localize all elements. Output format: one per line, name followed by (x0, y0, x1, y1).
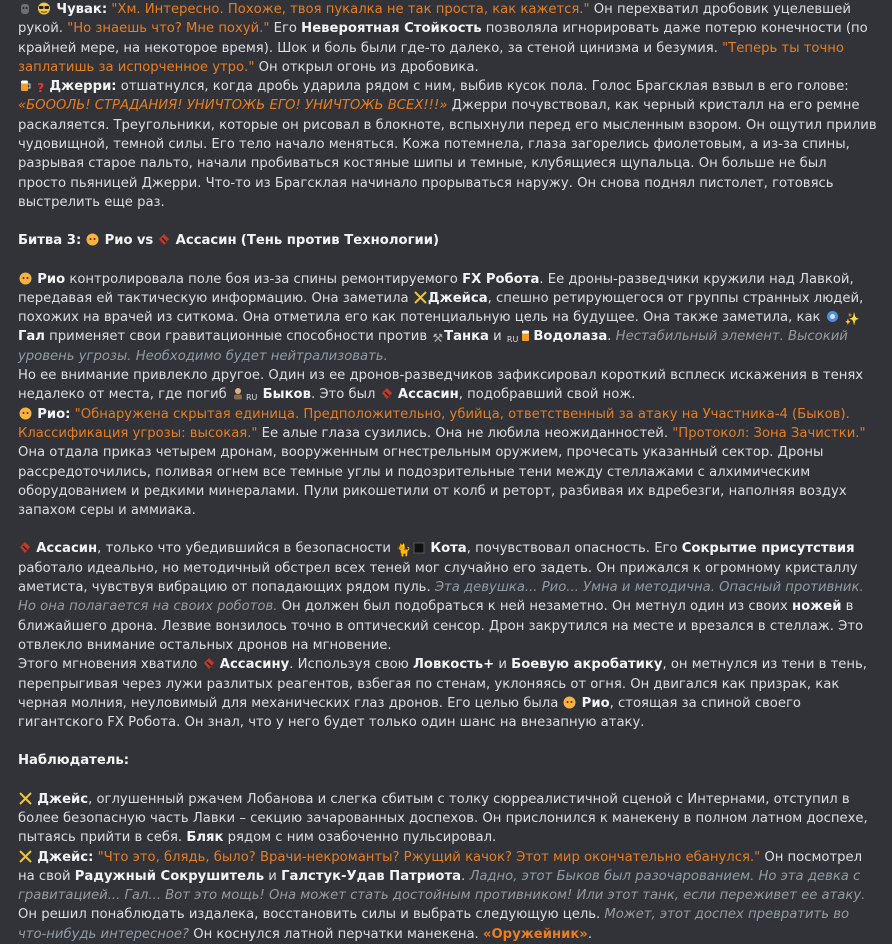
paragraph-assassin-2 (18, 655, 878, 732)
ghost-icon (826, 310, 839, 325)
paragraph-rio-3 (18, 405, 878, 444)
narration: Этого мгновения хватило (18, 657, 202, 673)
diver-icon (520, 329, 532, 344)
quote: "Протокол: Зона Зачистки." (672, 425, 866, 441)
quote: "Что это, блядь, было? Врачи-некроманты? Ржущий качок? Этот мир окончательно ебанулся." (97, 849, 761, 865)
item-tie: Галстук-Удав Патриота (281, 868, 462, 884)
narration: и (488, 329, 506, 345)
assassin-icon (203, 657, 215, 672)
narration: Он решил понаблюдать издалека, восстановить силы и выбрать следующую цель. (18, 907, 605, 923)
assassin-name: Ассасину (219, 657, 290, 673)
blyak-name: Бляк (186, 830, 224, 846)
narration: Он коснулся латной перчатки манекена. (189, 926, 483, 942)
jayce-name: Джейс (37, 791, 89, 807)
jayce-name: Джейса (427, 290, 488, 306)
item-crusher: Радужный Сокрушитель (74, 868, 265, 884)
narration: , он метнулся из тени в тень, перепрыгивая через лужи разлитых реагентов, взбегая по стенам, уклоняясь от огня. Он двигался как призрак, как черная молния, неуловимый для механических глаз дронов. Его целью была (18, 657, 867, 711)
fx-robot: FX Робота (462, 271, 540, 287)
narration: Джерри почувствовал, как черный кристалл на его ремне раскаляется. Треугольники, которые он рисовал в блокноте, вспыхнули перед его мысленным взором. Он ощутил прилив чудовищной, темной силы. Его тело начало меняться. Кожа потемнела, глаза загорелись фиолетовым, а из-за спины, разрывая старое пальто, начали пробиваться костяные шипы и темные, клубящиеся щупальца. Он больше не был просто пьяницей Джерри. Что-то из Брагсклая начинало прорываться наружу. Он снова поднял пистолет, готовясь выстрелить еще раз. (18, 98, 877, 210)
jayce-swords-icon (414, 291, 427, 306)
cat-name: Кота (430, 541, 467, 557)
assassin-name: Ассасин (36, 541, 98, 557)
quote: "Хм. Интересно. Похоже, твоя пукалка не так проста, как кажется." (111, 2, 590, 17)
paragraph-jayce-2 (18, 848, 878, 944)
narration: Он должен был подобраться к ней незаметно. Он метнул один из своих (277, 599, 792, 615)
narration: . Это был (310, 387, 380, 403)
narration: применяет свои гравитационные способности против (44, 329, 432, 345)
knives: ножей (792, 599, 842, 615)
paragraph-rio-4 (18, 443, 878, 520)
ru-flag: RU (245, 393, 258, 403)
vs: vs (136, 233, 154, 249)
quote: «БОООЛЬ! СТРАДАНИЯ! УНИЧТОЖЬ ЕГО! УНИЧТОЖЬ ВСЕХ!!!» (18, 98, 448, 114)
ru-person-icon (232, 387, 244, 402)
narration: и (264, 868, 282, 884)
ability-acrobatics: Боевую акробатику (511, 657, 663, 673)
thought: Эта девушка... Рио... Умна и методична. Опасный противник. Но она полагается на своих роботов. (18, 580, 864, 615)
paragraph-rio-2 (18, 366, 878, 405)
gal-name: Гал (18, 329, 45, 345)
paragraph-jayce-1 (18, 790, 878, 848)
quote: "Обнаружена скрытая единица. Предположительно, убийца, ответственный за атаку на Участника-4 (Быков). Классификация угрозы: высокая." (18, 406, 850, 441)
narration: Она отдала приказ четырем дронам, вооруженным огнестрельным оружием, прочесать указанный сектор. Дроны рассредоточились, поливая огнем все темные углы и подозрительные тени между стеллажами с алхимическим оборудованием и редкими минералами. Пули рикошетили от колб и реторт, разбивая их вдребезги, наполняя воздух запахом серы и аммиака. (18, 445, 847, 519)
quote: "Теперь ты точно заплатишь за испорченное утро." (18, 40, 844, 75)
thought: Может, этот доспех превратить во что-нибудь интересное? (18, 907, 850, 942)
paragraph-rio-1 (18, 270, 878, 366)
assassin-name: Ассасин (397, 387, 459, 403)
narration: . (587, 926, 593, 942)
tank-name: Танка (444, 329, 489, 345)
rio-face-icon (19, 272, 32, 287)
ru-flag: RU (506, 335, 519, 345)
quote: "Но знаешь что? Мне похуй." (67, 21, 270, 37)
narration: Ее алые глаза сузились. Она не любила неожиданностей. (257, 425, 673, 441)
assassin-icon (381, 387, 393, 402)
battle-suffix: (Тень против Технологии) (240, 233, 439, 249)
speaker-jerry: Джерри: (49, 79, 117, 95)
battle-heading (18, 231, 878, 250)
ability-agility: Ловкость+ (412, 657, 495, 673)
narration: в ближайшего дрона. Лезвие вонзилось точно в оптический сенсор. Дрон закрутился на месте и врезался в стеллаж. Это отвлекло внимание остальных дронов на мгновение. (18, 599, 864, 653)
assassin-icon (19, 541, 31, 556)
narration: отшатнулся, когда дробь ударила рядом с ним, выбив кусок пола. Голос Брагсклая взвыл в его голове: (116, 79, 849, 95)
diver-name: Водолаза (533, 329, 608, 345)
rio-name: Рио (581, 695, 610, 711)
paragraph-assassin-1 (18, 539, 878, 655)
question-icon: ? (37, 81, 45, 96)
rio-name: Рио (37, 271, 66, 287)
paragraph-chuvak (18, 0, 878, 77)
narration: . Используя свою (289, 657, 413, 673)
thought: Нестабильный элемент. Высокий уровень угрозы. Необходимо будет нейтрализовать. (18, 329, 848, 364)
rio-face-icon (563, 696, 576, 711)
jayce-swords-icon (19, 792, 32, 807)
narration: работало идеально, но методичный обстрел всех теней мог случайно его задеть. Он прижался к огромному кристаллу аметиста, чувствуя вибрацию от попадающих рядом пуль. (18, 560, 858, 596)
ability-stealth: Сокрытие присутствия (681, 541, 855, 557)
narration: , оглушенный ржачем Лобанова и слегка сбитым с толку сюрреалистичной сценой с Интернами, отступил в более безопасную часть Лавки – секцию зачарованных доспехов. Он прислонился к манекену в полном латном доспехе, пытаясь прийти в себя. (18, 791, 868, 846)
narration: , подобравший свой нож. (458, 387, 636, 403)
narration: контролировала поле боя из-за спины ремонтируемого (65, 271, 463, 287)
narration: Он открыл огонь из дробовика. (254, 59, 479, 75)
beer-icon (19, 79, 31, 94)
speaker-chuvak: Чувак: (56, 2, 108, 17)
narration: Он перехватил дробовик уцелевшей рукой. (18, 2, 851, 37)
cat-icon: 🐈 (396, 543, 412, 558)
ability-gunsmith: «Оружейник» (482, 926, 588, 942)
jayce-swords-icon (19, 850, 32, 865)
narration: рядом с ним озабоченно пульсировал. (223, 830, 497, 846)
thought: Ладно, этот Быков был разочарованием. Но эта девка с гравитацией... Гал... Вот это мощь! Она может стать достойным противником! Или этот танк, если переживет ее атаку. (18, 868, 866, 904)
black-square-icon (413, 542, 425, 556)
narration: , спешно ретирующегося от группы странных людей, похожих на врачей из ситкома. Она отметила его как потенциальную цель на будущее. Она также заметила, как (18, 290, 864, 326)
narration: , стоящая за спиной своего гигантского FX Робота. Он знал, что у него будет только один шанс на внезапную атаку. (18, 695, 801, 731)
narration: Его (269, 21, 302, 37)
narration: . Ее дроны-разведчики кружили над Лавкой, передавая ей тактическую информацию. Она заметила (18, 271, 854, 306)
rio-name: Рио (104, 233, 133, 249)
observer-label: Наблюдатель: (18, 753, 130, 769)
ability-stoikost: Невероятная Стойкость (301, 21, 482, 37)
narration: . (607, 329, 616, 345)
battle-prefix: Битва 3: (18, 233, 82, 249)
speaker-jayce: Джейс: (37, 849, 94, 865)
sunglasses-icon (37, 2, 51, 17)
narration: Он посмотрел на свой (18, 849, 863, 884)
assassin-name: Ассасин (175, 233, 237, 249)
narration: , почувствовал опасность. Его (466, 541, 682, 557)
ogre-icon (19, 3, 31, 17)
sparkles-icon: ✨ (844, 312, 860, 327)
paragraph-jerry (18, 77, 878, 212)
narration: позволяла игнорировать даже потерю конечности (по крайней мере, на некоторое время). Шок и боль были где-то далеко, за стеной цинизма и безумия. (18, 21, 868, 56)
narration: и (494, 657, 512, 673)
rio-face-icon (19, 407, 32, 422)
bykov-name: Быков (262, 387, 311, 403)
assassin-icon (158, 233, 170, 248)
tank-icon: ⚒ (432, 331, 444, 346)
narration: , только что убедившийся в безопасности (97, 541, 396, 557)
narration: . (461, 868, 470, 884)
rio-face-icon (86, 233, 99, 248)
speaker-rio: Рио: (37, 406, 71, 422)
narration: Но ее внимание привлекло другое. Один из ее дронов-разведчиков зафиксировал короткий всплеск искажения в тенях недалеко от места, где погиб (18, 368, 864, 403)
